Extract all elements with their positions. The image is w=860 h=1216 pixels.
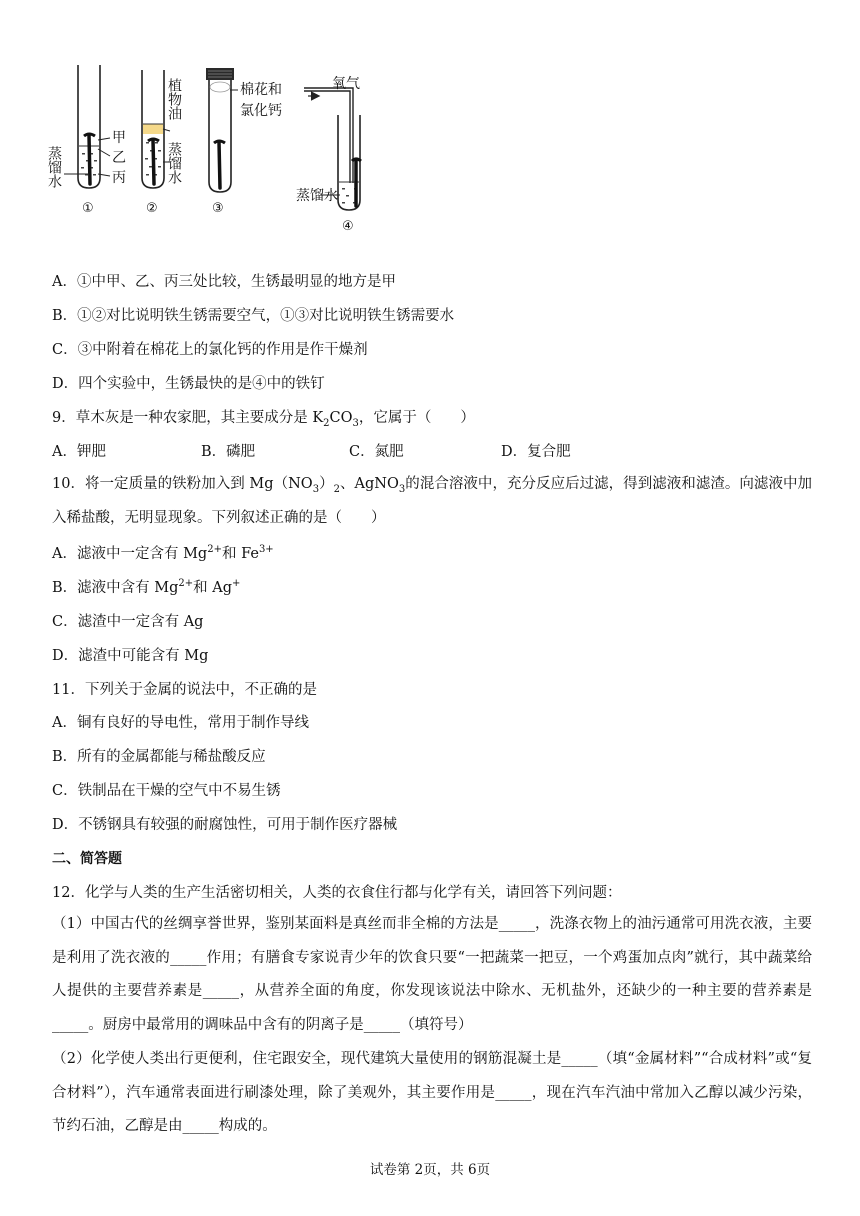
q8-option-d: D．四个实验中，生锈最快的是④中的铁钉 [52,376,325,392]
q11-option-a: A．铜有良好的导电性，常用于制作导线 [52,715,309,731]
q9-option-a: A．钾肥 [52,444,106,460]
rusting-experiment-figure [46,60,390,235]
label-distilled-water-2: 蒸馏水 [166,142,182,184]
q10-option-c: C．滤渣中一定含有 Ag [52,614,204,630]
label-cotton-cacl2-line1: 棉花和 [240,82,282,98]
tube-number-3: ③ [212,201,224,216]
q10-option-d: D．滤渣中可能含有 Mg [52,648,209,664]
q9-options [52,442,812,462]
q11-option-d: D．不锈钢具有较强的耐腐蚀性，可用于制作医疗器械 [52,817,398,833]
q11-option-b: B．所有的金属都能与稀盐酸反应 [52,749,266,765]
q12-part-2: （2）化学使人类出行更便利，住宅跟安全，现代建筑大量使用的钢筋混凝土是_____（填“金属材料”“合成材料”或“复合材料”），汽车通常表面进行刷漆处理，除了美观外，其主要作用是_____，现在汽车汽油中常加入乙醇以减少污染，节约石油，乙醇是由_____构成的。 [52,1051,812,1134]
label-oxygen: 氧气 [332,76,360,92]
label-vegetable-oil: 植物油 [166,78,182,120]
tube-number-1: ① [82,201,94,216]
test-tube-4 [296,76,361,234]
q12-part-1: （1）中国古代的丝绸享誉世界，鉴别某面料是真丝而非全棉的方法是_____，洗涤衣物上的油污通常可用洗衣液，主要是利用了洗衣液的_____作用；有膳食专家说青少年的饮食只要“一把蔬菜一把豆，一个鸡蛋加点肉”就行，其中蔬菜给人提供的主要营养素是_____，从营养全面的角度，你发现该说法中除水、无机盐外，还缺少的一种主要的营养素是_____。厨房中最常用的调味品中含有的阴离子是_____（填符号） [52,916,812,1033]
label-bing: 丙 [112,170,126,186]
label-distilled-water-4: 蒸馏水 [296,188,338,204]
test-tube-3 [206,68,282,216]
tube-number-4: ④ [342,219,354,234]
label-yi: 乙 [112,150,126,166]
q12-stem: 12．化学与人类的生产生活密切相关，人类的衣食住行都与化学有关，请回答下列问题： [52,885,622,901]
q8-option-a: A．①中甲、乙、丙三处比较，生锈最明显的地方是甲 [52,274,396,290]
q9-option-d: D．复合肥 [501,444,571,460]
page-footer: 试卷第 2页，共 6页 [369,1162,491,1178]
q9-option-b: B．磷肥 [201,444,256,460]
q10-option-a: A．滤液中一定含有 $Mg^{2+}$和 $Fe^{3+}$ [52,544,274,562]
q10-option-b: B．滤液中含有 $Mg^{2+}$和 Ag+ [52,578,241,596]
q8-option-c: C．③中附着在棉花上的氯化钙的作用是作干燥剂 [52,342,368,358]
label-distilled-water-1: 蒸馏水 [46,146,62,188]
q11-stem: 11．下列关于金属的说法中，不正确的是 [52,682,317,698]
q9-option-c: C．氮肥 [349,444,404,460]
q10-stem: 10．将一定质量的铁粉加入到 $Mg(NO_3)_2$、AgNO$_3$的混合溶液中，充分反应后过滤，得到滤液和滤渣。向滤液中加入稀盐酸，无明显现象。下列叙述正确的是（ ） [52,476,813,526]
q9-stem: 9．草木灰是一种农家肥，其主要成分是 $K_2CO_3$，它属于（ ） [52,410,475,429]
test-tube-1 [46,65,126,216]
q11-option-c: C．铁制品在干燥的空气中不易生锈 [52,783,281,799]
label-cotton-cacl2-line2: 氯化钙 [240,103,282,119]
label-jia: 甲 [112,130,126,146]
q8-option-b: B．①②对比说明铁生锈需要空气，①③对比说明铁生锈需要水 [52,308,455,324]
vegetable-oil-layer [143,124,163,134]
section-heading: 二、简答题 [52,851,122,867]
tube-number-2: ② [146,201,158,216]
test-tube-2 [142,70,182,216]
